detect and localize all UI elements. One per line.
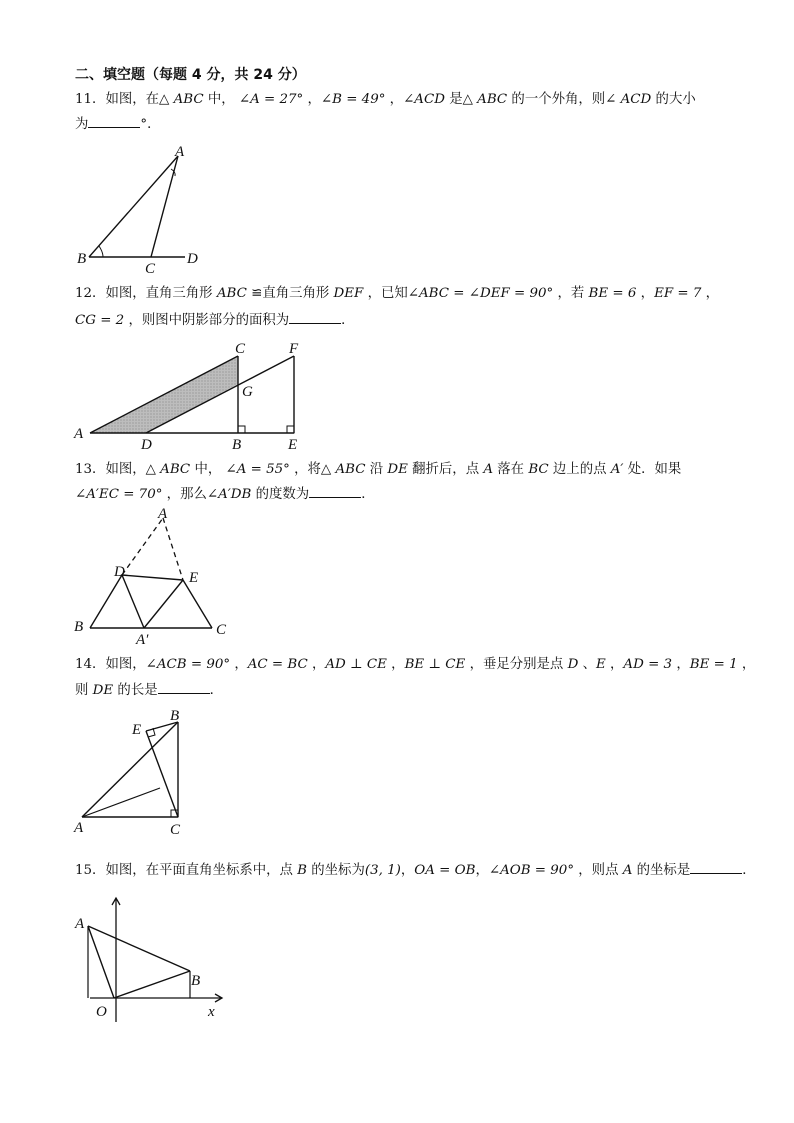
math-expression: ∠ABC = ∠DEF = 90° [407, 286, 554, 301]
math-expression: OA = OB [414, 863, 476, 878]
math-expression: ABC [173, 92, 204, 107]
question-14-line-2 [75, 681, 223, 700]
answer-blank [289, 311, 341, 324]
q15-label-A: A [75, 916, 85, 932]
question-11-line-1 [75, 91, 696, 109]
q13-dashed-AE [163, 518, 183, 580]
question-text: 的坐标为 [307, 863, 365, 878]
math-expression: A′ [610, 462, 624, 477]
math-expression: ∠AOB = 90° [488, 863, 575, 878]
q11-angle-B-mark [99, 246, 103, 257]
question-text: ，则图中阴影部分的面积为 [124, 313, 290, 328]
q11-label-C: C [145, 261, 156, 277]
math-expression: BE ⊥ CE [404, 657, 466, 672]
question-14-line-1 [75, 656, 755, 674]
q12-label-B: B [232, 437, 242, 453]
question-text: 的长是 [113, 683, 158, 698]
question-text: 落在 [493, 462, 529, 477]
question-number: 13． [75, 462, 106, 477]
math-expression: A [622, 863, 633, 878]
math-expression: ABC [160, 462, 191, 477]
q14-label-C: C [170, 822, 181, 838]
question-text: ，若 [553, 286, 589, 301]
q13-segment-BD [90, 575, 122, 628]
math-expression: DE [387, 462, 408, 477]
question-text: °． [140, 117, 161, 132]
math-expression: AD ⊥ CE [325, 657, 387, 672]
question-text: 是△ [444, 92, 478, 107]
q15-label-x: x [208, 1004, 215, 1020]
question-text: 边上的点 [548, 462, 611, 477]
question-text: ，则点 [574, 863, 623, 878]
question-text: 如图， [105, 657, 146, 672]
math-expression: (3, 1) [364, 863, 401, 878]
question-text: 则 [75, 683, 93, 698]
answer-blank [309, 485, 361, 498]
question-text: ， [605, 657, 624, 672]
question-text: 的度数为 [251, 487, 310, 502]
q13-segment-EC [183, 580, 212, 628]
q13-label-B: B [74, 619, 84, 635]
math-expression: ABC [216, 286, 247, 301]
q12-label-D: D [141, 437, 152, 453]
figure-q13 [72, 506, 232, 648]
question-12-line-1 [75, 285, 719, 303]
math-expression: B [297, 863, 308, 878]
question-text: 处．如果 [623, 462, 682, 477]
question-text: 为 [75, 117, 89, 132]
q12-label-G: G [242, 384, 253, 400]
question-text: 的坐标是 [632, 863, 691, 878]
q12-label-C: C [235, 341, 246, 357]
question-12-line-2 [75, 311, 355, 330]
q14-label-E: E [132, 722, 142, 738]
question-text: ， [303, 92, 321, 107]
question-text: ， [672, 657, 690, 672]
math-expression: ∠A = 27° [238, 92, 304, 107]
math-expression: D [567, 657, 579, 672]
q13-segment-DE [122, 575, 183, 580]
q12-label-E: E [288, 437, 298, 453]
question-text: ， [385, 92, 404, 107]
question-text: ， [701, 286, 720, 301]
question-text: 如图，在△ [105, 92, 174, 107]
answer-blank [88, 115, 140, 128]
math-expression: DEF [333, 286, 364, 301]
math-expression: AC = BC [247, 657, 308, 672]
question-text: ，那么 [162, 487, 207, 502]
figure-q14 [72, 706, 197, 836]
question-number: 14． [75, 657, 106, 672]
math-expression: ∠ACB = 90° [145, 657, 231, 672]
q13-label-D: D [114, 564, 125, 580]
question-text: ，将△ [289, 462, 336, 477]
math-expression: BE = 6 [588, 286, 637, 301]
q11-label-B: B [77, 251, 87, 267]
q12-label-F: F [289, 341, 299, 357]
math-expression: ACD [620, 92, 652, 107]
question-text: ≌直角三角形 [246, 286, 334, 301]
question-text: ， [230, 657, 248, 672]
question-text: 中， [203, 92, 239, 107]
question-text: 的一个外角，则∠ [507, 92, 621, 107]
question-number: 11． [75, 92, 106, 107]
answer-blank [158, 681, 210, 694]
math-expression: ABC [335, 462, 366, 477]
math-expression: DE [92, 683, 114, 698]
q11-label-D: D [187, 251, 198, 267]
q13-label-E: E [189, 570, 199, 586]
q15-label-B: B [191, 973, 201, 989]
math-expression: EF = 7 [654, 286, 702, 301]
question-text: 、 [578, 657, 596, 672]
q14-segment-AD [82, 788, 160, 817]
question-text: 中， [190, 462, 226, 477]
question-text: ，已知 [363, 286, 408, 301]
q13-label-A-prime: A′ [136, 632, 149, 648]
q13-label-A: A [158, 506, 168, 522]
question-text: ． [209, 683, 223, 698]
math-expression: CG = 2 [75, 313, 125, 328]
question-number: 12． [75, 286, 106, 301]
math-expression: ∠A′EC = 70° [75, 487, 163, 502]
question-number: 15． [75, 863, 106, 878]
question-text: ， [386, 657, 405, 672]
q11-label-A: A [175, 144, 185, 160]
question-text: ， [400, 863, 415, 878]
question-text: 的大小 [651, 92, 696, 107]
math-expression: ∠B = 49° [320, 92, 386, 107]
question-text: ， [737, 657, 756, 672]
q13-dashed-DA [122, 518, 163, 575]
question-13-line-1 [75, 461, 681, 479]
question-text: ． [742, 863, 756, 878]
question-text: ， [307, 657, 326, 672]
answer-blank [690, 861, 742, 874]
q13-label-C: C [216, 622, 227, 638]
figure-q11 [75, 142, 205, 277]
q12-label-A: A [74, 426, 84, 442]
math-expression: ∠A = 55° [225, 462, 290, 477]
question-text: ， [636, 286, 655, 301]
question-text: ． [341, 313, 355, 328]
math-expression: BC [528, 462, 549, 477]
question-text: 如图，直角三角形 [105, 286, 217, 301]
question-text: ． [361, 487, 375, 502]
q14-label-B: B [170, 708, 180, 724]
q14-segment-CE [146, 731, 178, 817]
math-expression: BE = 1 [689, 657, 738, 672]
question-text: 翻折后，点 [407, 462, 484, 477]
q13-segment-DA1 [122, 575, 144, 628]
question-13-line-2 [75, 485, 375, 504]
question-text: 如图，△ [105, 462, 161, 477]
question-text: ， [475, 863, 489, 878]
figure-q12 [72, 338, 312, 453]
math-expression: AD = 3 [623, 657, 673, 672]
q15-label-O: O [96, 1004, 107, 1020]
q14-segment-AB [82, 722, 178, 817]
question-11-line-2 [75, 115, 160, 134]
math-expression: A [483, 462, 494, 477]
math-expression: ∠A′DB [206, 487, 252, 502]
q12-right-angle-E [287, 426, 294, 433]
section-heading: 二、填空题（每题 4 分，共 24 分） [75, 67, 306, 83]
q14-label-A: A [74, 820, 84, 836]
math-expression: E [595, 657, 606, 672]
q12-right-angle-B [238, 426, 245, 433]
math-expression: ∠ACD [403, 92, 445, 107]
q15-segment-OA [88, 926, 114, 998]
question-15-line-1 [75, 861, 756, 880]
math-expression: ABC [477, 92, 508, 107]
figure-q15 [72, 890, 232, 1030]
question-text: 如图，在平面直角坐标系中，点 [105, 863, 298, 878]
q13-segment-EA1 [144, 580, 183, 628]
q15-segment-OB [114, 971, 190, 998]
question-text: 沿 [365, 462, 388, 477]
question-text: ，垂足分别是点 [465, 657, 568, 672]
q15-segment-AB [88, 926, 190, 971]
